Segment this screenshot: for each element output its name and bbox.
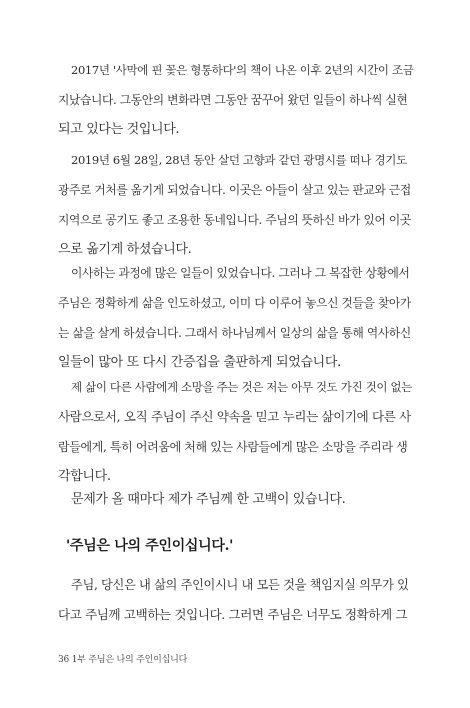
paragraph-2: [58, 145, 413, 265]
page-footer: 36 1부 주님은 나의 주인이십니다: [58, 655, 188, 665]
text-line: 2017년 '사막에 핀 꽃은 형통하다'의 책이 나온 이후 2년의 시간이 조금: [71, 63, 414, 77]
text-line: 사람으로서, 오직 주님이 주신 약속을 믿고 누리는 삶이기에 다른 사: [58, 409, 411, 424]
text-line: 지역으로 공기도 좋고 조용한 동네입니다. 주님의 뜻하신 바가 있어 이곳: [58, 213, 411, 227]
text-line: 각합니다.: [58, 469, 111, 484]
text-line: 이사하는 과정에 많은 일들이 있었습니다. 그러나 그 복잡한 상황에서: [71, 266, 410, 280]
text-line: 2019년 6월 28일, 28년 동안 살던 고향과 같던 광명시를 떠나 경기도: [71, 153, 407, 167]
paragraph-4: [58, 372, 413, 492]
text-line: 되고 있다는 것입니다.: [58, 122, 180, 137]
text-line: 람들에게, 특히 어려움에 처해 있는 사람들에게 많은 소망을 주리라 생: [58, 440, 408, 454]
text-line: 일들이 많아 또 다시 간증집을 출판하게 되었습니다.: [58, 355, 341, 370]
text-line: 주님, 당신은 내 삶의 주인이시니 내 모든 것을 책임지실 의무가 있: [71, 578, 409, 592]
quote-heading: '주님은 나의 주인이십니다.': [66, 538, 234, 554]
text-line: 지났습니다. 그동안의 변화라면 그동안 꿈꾸어 왔던 일들이 하나씩 실현: [58, 93, 408, 107]
text-line: 광주로 거처를 옮기게 되었습니다. 이곳은 아들이 살고 있는 판교와 근접: [58, 183, 411, 197]
paragraph-1: [58, 55, 413, 145]
paragraph-3: [58, 258, 413, 378]
text-line: 으로 옮기게 하셨습니다.: [58, 242, 192, 257]
text-line: 제 삶이 다른 사람에게 소망을 주는 것은 저는 아무 것도 가진 것이 없는: [71, 380, 412, 394]
paragraph-5: [58, 485, 413, 515]
text-line: 문제가 올 때마다 제가 주님께 한 고백이 있습니다.: [71, 492, 346, 507]
paragraph-6: [58, 570, 413, 630]
text-line: 다고 주님께 고백하는 것입니다. 그러면 주님은 너무도 정확하게 그: [58, 607, 408, 622]
text-line: 는 삶을 살게 하셨습니다. 그래서 하나님께서 일상의 삶을 통해 역사하신: [58, 326, 411, 340]
text-line: 주님은 정확하게 삶을 인도하셨고, 이미 다 이루어 놓으신 것들을 찾아가: [58, 296, 411, 310]
